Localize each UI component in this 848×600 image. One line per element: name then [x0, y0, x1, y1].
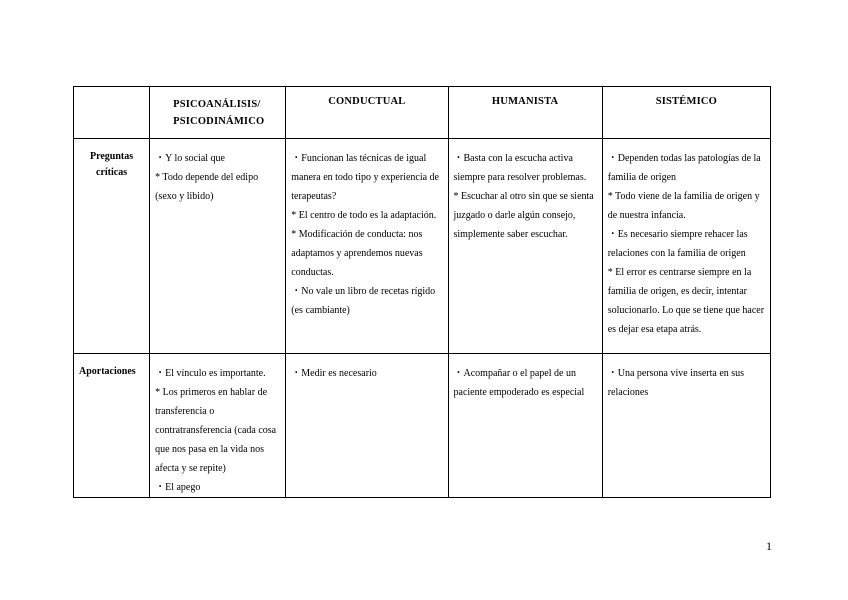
- list-item: * El centro de todo es la adaptación.: [291, 210, 437, 221]
- list-item: ・Y lo social que: [155, 153, 225, 164]
- header-humanista: HUMANISTA: [448, 87, 602, 139]
- row-label-aportaciones: [74, 354, 150, 498]
- table-header-row: [74, 87, 771, 139]
- cell-preguntas-humanista: [448, 139, 602, 354]
- cell-preguntas-psico: [150, 139, 286, 354]
- list-item: ・Una persona vive inserta en sus relaciones: [607, 368, 745, 398]
- list-item: * El error es centrarse siempre en la familia de origen, es decir, intentar solucionarlo. Lo que se tiene que hacer es dejar esa etapa atrás.: [607, 267, 765, 335]
- cell-aportaciones-psico: [150, 354, 286, 498]
- cell-aportaciones-humanista: [448, 354, 602, 498]
- row-label-preguntas-criticas: [74, 139, 150, 354]
- list-item: * Escuchar al otro sin que se sienta juzgado o darle algún consejo, simplemente saber escuchar.: [453, 191, 594, 240]
- header-empty-cell: [74, 87, 150, 139]
- page-number: 1: [766, 539, 772, 553]
- list-item: * Todo viene de la familia de origen y de nuestra infancia.: [607, 191, 760, 221]
- list-item: ・Basta con la escucha activa siempre para resolver problemas.: [453, 153, 587, 183]
- list-item: ・Funcionan las técnicas de igual manera en todo tipo y experiencia de terapeutas?: [291, 153, 439, 202]
- row-label-line2: críticas: [96, 167, 128, 178]
- header-psico-line1: PSICOANÁLISIS/: [173, 99, 261, 110]
- list-item: ・El vínculo es importante.: [155, 368, 266, 379]
- list-item: * Modificación de conducta: nos adaptamos y aprendemos nuevas conductas.: [291, 229, 423, 278]
- cell-aportaciones-sistemico: [602, 354, 770, 498]
- header-psico-line2: PSICODINÁMICO: [173, 116, 265, 127]
- list-item: ・El apego: [155, 482, 201, 493]
- list-item: ・Dependen todas las patologías de la familia de origen: [607, 153, 761, 183]
- list-item: ・Es necesario siempre rehacer las relaciones con la familia de origen: [607, 229, 748, 259]
- table-row-aportaciones: [74, 354, 771, 498]
- comparison-table: [73, 86, 771, 498]
- cell-preguntas-conductual: [286, 139, 448, 354]
- list-item: ・Acompañar o el papel de un paciente empoderado es especial: [453, 368, 585, 398]
- header-sistemico: SISTÉMICO: [602, 87, 770, 139]
- list-item: ・No vale un libro de recetas rígido (es cambiante): [291, 286, 436, 316]
- cell-preguntas-sistemico: [602, 139, 770, 354]
- list-item: * Todo depende del edipo (sexo y libido): [155, 172, 259, 202]
- row-label-line1: Aportaciones: [79, 366, 136, 377]
- cell-aportaciones-conductual: [286, 354, 448, 498]
- list-item: * Los primeros en hablar de transferencia o contratransferencia (cada cosa que nos pasa en la vida nos afecta y se repite): [155, 387, 277, 474]
- header-conductual: CONDUCTUAL: [286, 87, 448, 139]
- table-row-preguntas-criticas: [74, 139, 771, 354]
- row-label-line1: Preguntas: [89, 151, 134, 162]
- list-item: ・Medir es necesario: [291, 368, 377, 379]
- header-psicoanalisis: [150, 87, 286, 139]
